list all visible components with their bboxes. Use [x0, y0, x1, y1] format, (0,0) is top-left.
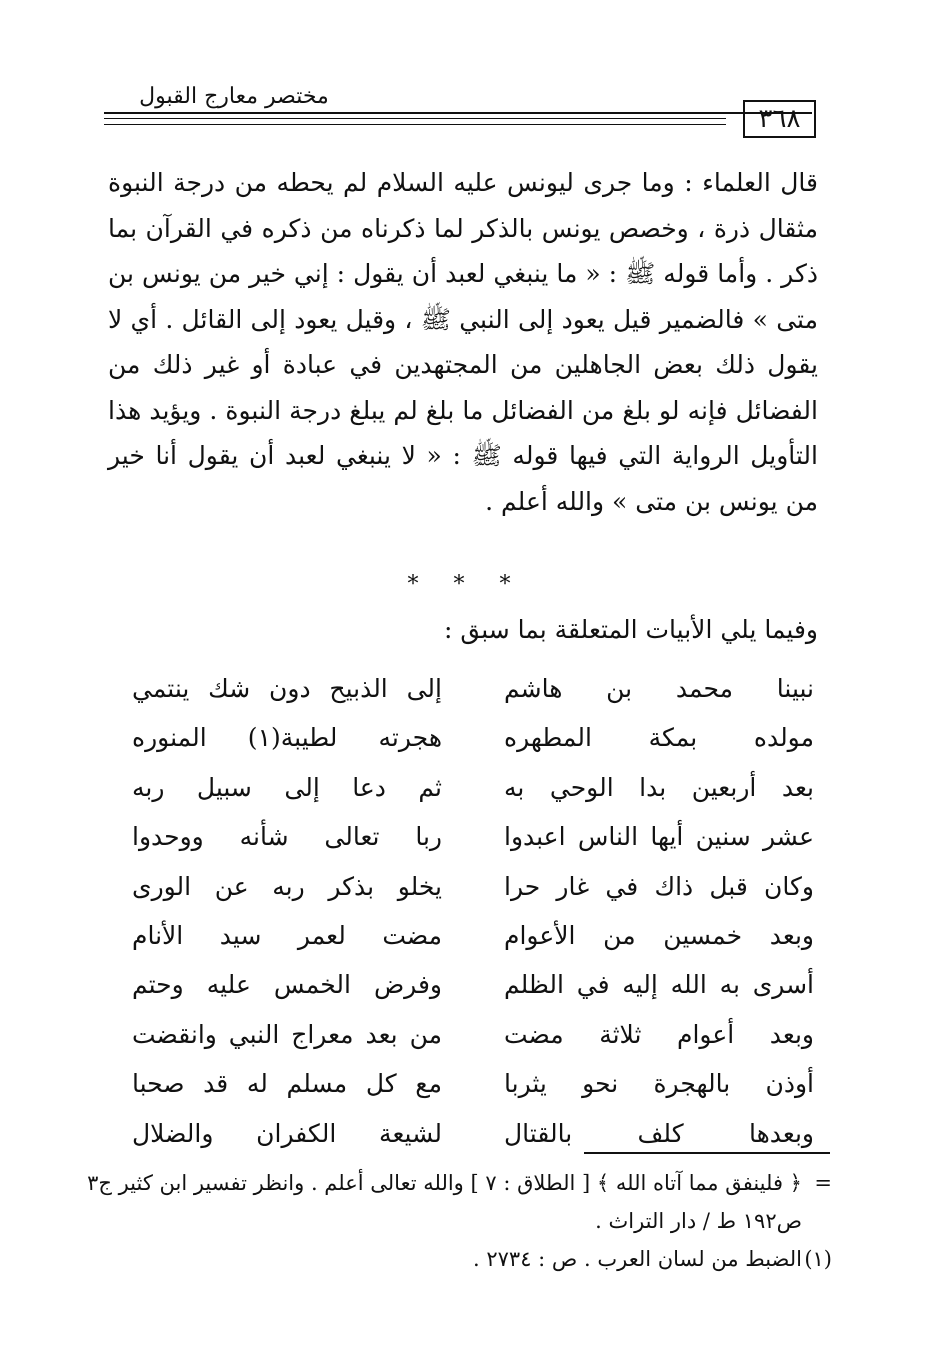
verse-second-hemistich: مضت لعمر سيد الأنام [132, 920, 442, 950]
verse [114, 664, 814, 713]
footnote-1-text: الضبط من لسان العرب . ص : ٢٧٣٤ . [473, 1247, 802, 1271]
header-rule-top [104, 112, 812, 114]
verse-first-hemistich: أسرى به الله إليه في الظلم [504, 970, 814, 1000]
main-paragraph [108, 160, 818, 524]
verse-first-hemistich: وبعد أعوام ثلاثة مضت [504, 1019, 814, 1049]
footnote-continuation-text: ﴿ فلينفق مما آتاه الله ﴾ [ الطلاق : ٧ ] والله تعالى أعلم . وانظر تفسير ابن كثير ج٣ [87, 1171, 802, 1195]
paragraph-text: قال العلماء : وما جرى ليونس عليه السلام لم يحطه من درجة النبوة مثقال ذرة ، وخصص يونس بالذكر لما ذكرناه من ذكره في القرآن بما ذكر . وأما قوله ﷺ : « ما ينبغي لعبد أن يقول : إني خير من يونس بن متى » فالضمير قيل يعود إلى النبي ﷺ ، وقيل يعود إلى القائل . أي لا يقول ذلك بعض الجاهلين من المجتهدين في عبادة أو غير ذلك من الفضائل فإنه لو بلغ من الفضائل ما بلغ لم يبلغ درجة النبوة . ويؤيد هذا التأويل الرواية التي فيها قوله ﷺ : « لا ينبغي لعبد أن يقول أنا خير من يونس بن متى » والله أعلم . [108, 168, 818, 516]
verse-second-hemistich: مع كل مسلم له قد صحبا [132, 1069, 442, 1099]
verse-second-hemistich: لشيعة الكفران والضلال [132, 1118, 442, 1148]
footnote-1 [100, 1240, 832, 1278]
verse-first-hemistich: مولده بمكة المطهره [504, 723, 814, 753]
footnote-1-marker: (١) [804, 1247, 832, 1271]
footnote-continuation-line2: ص١٩٢ ط / دار التراث . [595, 1209, 802, 1233]
verses-intro: وفيما يلي الأبيات المتعلقة بما سبق : [444, 615, 818, 644]
verse-first-hemistich: وبعدها كلف بالقتال [504, 1118, 814, 1148]
footnote-divider [584, 1152, 830, 1154]
verse [114, 763, 814, 812]
page-number: ٣٦٨ [743, 100, 816, 138]
verse-second-hemistich: من بعد معراج النبي وانقضت [132, 1019, 442, 1049]
verse-second-hemistich: يخلو بذكر ربه عن الورى [132, 871, 442, 901]
verse [114, 862, 814, 911]
verse [114, 1109, 814, 1158]
verse-second-hemistich: إلى الذبيح دون شك ينتمي [132, 674, 442, 703]
verse-second-hemistich: هجرته لطيبة(١) المنوره [132, 723, 442, 753]
poem [114, 664, 814, 1158]
verse [114, 812, 814, 861]
verse [114, 1059, 814, 1108]
page-header [0, 0, 932, 140]
verse-first-hemistich: وكان قبل ذاك في غار حرا [504, 871, 814, 901]
continuation-marker: = [814, 1171, 832, 1195]
verse-second-hemistich: وفرض الخمس عليه وحتم [132, 970, 442, 1000]
verse-first-hemistich: وبعد خمسين من الأعوام [504, 920, 814, 950]
header-rule-middle [104, 118, 726, 119]
verse-first-hemistich: عشر سنين أيها الناس اعبدوا [504, 822, 814, 852]
verse-first-hemistich: بعد أربعين بدا الوحي به [504, 772, 814, 802]
footnotes [87, 1164, 832, 1278]
verse-first-hemistich: نبينا محمد بن هاشم [504, 674, 814, 703]
verse [114, 1010, 814, 1059]
verse-first-hemistich: أوذن بالهجرة نحو يثربا [504, 1069, 814, 1099]
running-title: مختصر معارج القبول [139, 84, 329, 109]
verse [114, 911, 814, 960]
verse-second-hemistich: ربا تعالى شأنه ووحدوا [132, 822, 442, 852]
verse [114, 960, 814, 1009]
verse-second-hemistich: ثم دعا إلى سبيل ربه [132, 772, 442, 802]
section-separator: * * * [407, 572, 525, 597]
footnote-continuation [87, 1164, 832, 1202]
header-rule-bottom [104, 124, 726, 125]
verse [114, 713, 814, 762]
